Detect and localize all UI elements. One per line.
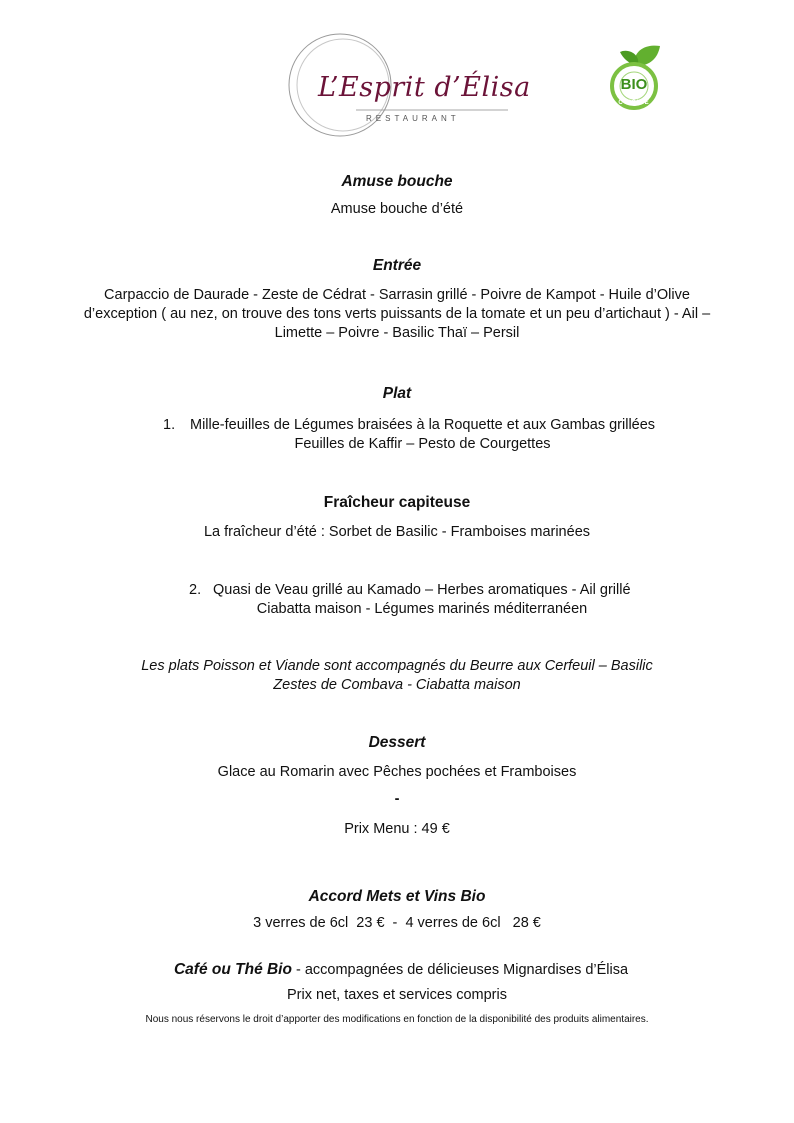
accord-title: Accord Mets et Vins Bio [308,888,486,905]
bio-label: BIO [620,76,648,93]
dessert-text: Glace au Romarin avec Pêches pochées et Framboises [217,764,577,780]
logo-subtitle: RESTAURANT [366,114,460,123]
note-line-1: Les plats Poisson et Viande sont accompagnés du Beurre aux Cerfeuil – Basilic [141,658,653,674]
bio-ring-text: CUISINE [618,100,650,106]
dessert-separator: - [394,791,400,807]
amuse-title: Amuse bouche [341,173,453,190]
dessert-title: Dessert [368,734,426,751]
plat-item-1-line-1: Mille-feuilles de Légumes braisées à la Roquette et aux Gambas grillées [190,417,656,433]
plat-title: Plat [382,385,412,402]
disclaimer: Nous nous réservons le droit d’apporter des modifications en fonction de la disponibilité des produits alimentaires. [145,1014,649,1025]
fraicheur-text: La fraîcheur d’été : Sorbet de Basilic - Framboises marinées [203,524,591,540]
accord-text: 3 verres de 6cl 23 € - 4 verres de 6cl 28 € [253,915,541,931]
cafe-line [0,941,794,980]
logo-name: L’Esprit d’Élisa [318,72,531,103]
plat-item-2-number: 2. [189,582,202,598]
plat-item-2-line-2: Ciabatta maison - Légumes marinés méditerranéen [256,601,588,617]
cafe-text: - accompagnées de délicieuses Mignardises d’Élisa [291,962,629,978]
note-line-2: Zestes de Combava - Ciabatta maison [273,677,521,693]
restaurant-logo [286,32,531,138]
entree-line-3: Limette – Poivre - Basilic Thaï – Persil [274,325,520,341]
plat-item-2-line-1: Quasi de Veau grillé au Kamado – Herbes aromatiques - Ail grillé [213,582,631,598]
entree-line-2: d’exception ( au nez, on trouve des tons verts puissants de la tomate et un peu d’artichaut ) - Ail – [83,306,711,322]
entree-line-1: Carpaccio de Daurade - Zeste de Cédrat - Sarrasin grillé - Poivre de Kampot - Huile d’Olive [104,287,690,303]
price-note: Prix net, taxes et services compris [287,987,507,1003]
plat-item-1-number: 1. [163,417,176,433]
amuse-text: Amuse bouche d’été [330,201,464,217]
cafe-title: Café ou Thé Bio [173,961,292,978]
bio-badge [600,42,672,112]
plat-item-1-line-2: Feuilles de Kaffir – Pesto de Courgettes [294,436,551,452]
menu-price: Prix Menu : 49 € [344,821,450,837]
fraicheur-title: Fraîcheur capiteuse [323,494,471,511]
entree-title: Entrée [372,257,422,274]
